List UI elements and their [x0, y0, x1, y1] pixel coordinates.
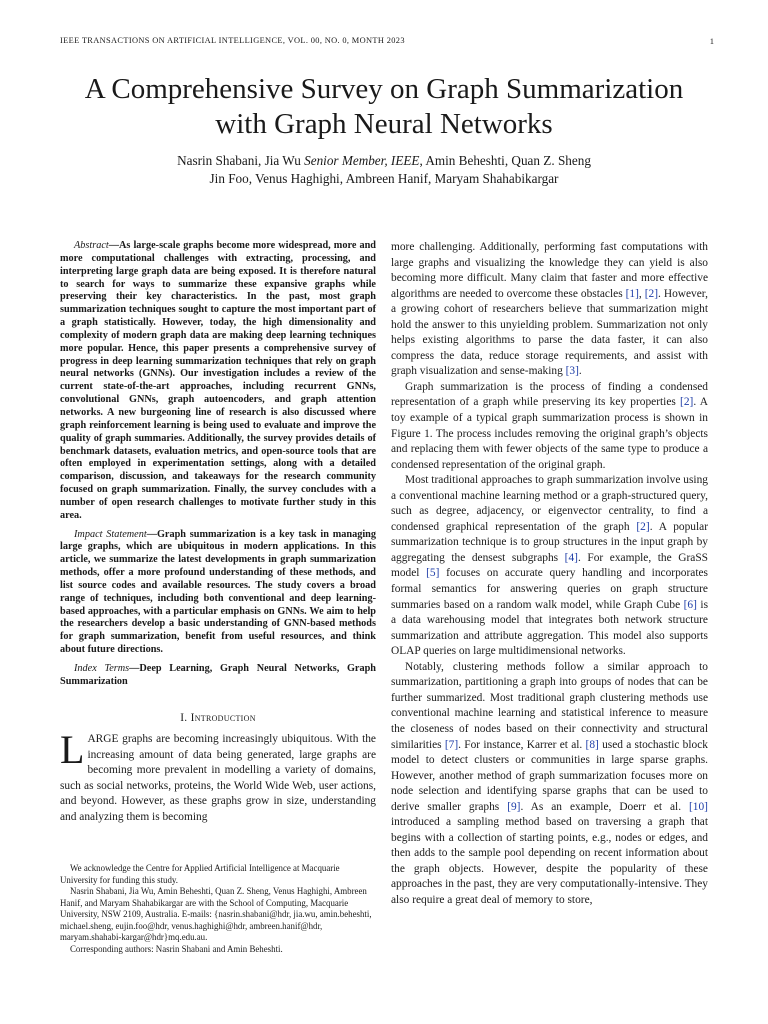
citation-link[interactable]: [7]: [444, 738, 459, 751]
abstract: [60, 240, 376, 523]
text-run: used a stochastic block model to detect clusters or communities in large sparse graphs. However, another method of graph summarization focuses more on node selection and identifying sparse graphs that can be used to derive smaller graphs: [391, 738, 708, 813]
text-run: . However, a growing cohort of researchers believe that summarization might hold the answer to this unyielding problem. Summarization not only helps existing algorithms to parse the data faster, it can also compress the data, reduce storage requirements, and assist with graph visualization and sense-making: [391, 287, 708, 378]
section-title: Introduction: [190, 711, 256, 724]
abstract-label: Abstract: [74, 240, 109, 251]
paragraph-clustering: [391, 660, 708, 909]
citation-link[interactable]: [3]: [565, 365, 579, 378]
index-terms-text: —Deep Learning, Graph Neural Networks, Graph Summarization: [60, 663, 376, 687]
author-list: [20, 152, 748, 188]
text-run: Notably, clustering methods follow a similar approach to summarization, partitioning a graph into groups of nodes that can be further summarized. Most traditional graph clustering methods use conventional machine learning and statistical inference to measure the closeness of nodes based on their connectivity and structural similarities: [391, 660, 708, 751]
text-run: more challenging. Additionally, performing fast computations with large graphs and visualizing the knowledge they can yield is also becoming more difficult. Many claim that faster and more effective algorithms are needed to overcome these obstacles: [391, 241, 708, 300]
text-run: . A popular summarization technique is to group structures in the input graph by aggregating the densest subgraphs: [391, 520, 708, 564]
author-role: Senior Member, IEEE: [304, 153, 420, 168]
citation-link[interactable]: [6]: [683, 598, 697, 611]
paragraph-definition: [391, 380, 708, 473]
text-run: focuses on accurate query handling and incorporates formal semantics for answering queries on graph structure summaries based on a random walk model, while Graph Cube: [391, 567, 708, 611]
text-run: Most traditional approaches to graph summarization involve using a conventional machine learning method or a graph-structured query, such as degree, adjacency, or eigenvector centrality, to find a condensed graphical representation of the graph: [391, 474, 708, 533]
citation-link[interactable]: [4]: [564, 551, 578, 564]
drop-cap: L: [60, 727, 85, 773]
paper-title: [20, 72, 748, 142]
footnote-corresponding: Corresponding authors: Nasrin Shabani and Amin Beheshti.: [70, 943, 283, 954]
running-header: IEEE TRANSACTIONS ON ARTIFICIAL INTELLIGENCE, VOL. 00, NO. 0, MONTH 2023: [60, 36, 405, 45]
impact-label: Impact Statement: [74, 528, 147, 540]
abstract-text: —As large-scale graphs become more widespread, more and more computational challenges with extracting, processing, and interpreting large graph data are being exposed. It is therefore natural to search for ways to summarize these expansive graphs while preserving their key characteristics. In the past, most graph summarization techniques sought to capture the most important part of a graph statistically. However, today, the high dimensionality and complexity of modern graph data are making deep learning techniques more popular. Hence, this paper presents a comprehensive survey of progress in deep learning summarization techniques that rely on graph neural networks (GNNs). Our investigation includes a review of the current state-of-the-art approaches, including recurrent GNNs, convolutional GNNs, graph autoencoders, and graph attention networks. A new burgeoning line of research is also discussed where graph reinforcement learning is being used to evaluate and improve the quality of graph summaries. Additionally, the survey provides details of benchmark datasets, evaluation metrics, and open-source tools that are often employed in experimentation settings, along with a detailed comparison, discussion, and takeaways for the research community focused on graph summarization. Finally, the survey concludes with a number of open research challenges to motivate further study in this area.: [60, 240, 376, 521]
citation-link[interactable]: [9]: [507, 800, 521, 813]
footnote-funding: We acknowledge the Centre for Applied Artificial Intelligence at Macquarie University for funding this study.: [60, 863, 340, 885]
text-run: Graph summarization is the process of finding a condensed representation of a graph while preserving its key properties: [391, 380, 708, 409]
title-line-1: A Comprehensive Survey on Graph Summarization: [84, 73, 684, 105]
index-terms: [60, 663, 376, 689]
impact-text: —Graph summarization is a key task in managing large graphs, which are ubiquitous in modern applications. In this article, we summarize the latest developments in graph summarization methods, offer a more profound understanding of these methods, and list source codes and available resources. The study covers a broad range of techniques, including both conventional and deep learning-based approaches, with a particular emphasis on GNNs. We aim to help the researchers develop a basic understanding of GNN-based methods for graph summarization, benefit from useful resources, and think about future directions.: [60, 528, 376, 656]
text-run: . For instance, Karrer et al.: [458, 738, 586, 751]
impact-statement: [60, 529, 376, 657]
paragraph-traditional: [391, 473, 708, 660]
index-terms-label: Index Terms: [74, 663, 130, 674]
text-run: . A toy example of a typical graph summarization process is shown in Figure 1. The process includes removing the original graph’s objects and replacing them with fewer objects of the same type to produce a condensed representation of the original graph.: [391, 396, 709, 471]
title-line-2: with Graph Neural Networks: [215, 108, 553, 140]
section-number: I.: [180, 711, 191, 724]
citation-link[interactable]: [5]: [426, 567, 440, 580]
footnote-affiliation: Nasrin Shabani, Jia Wu, Amin Beheshti, Quan Z. Sheng, Venus Haghighi, Ambreen Hanif, and Maryam Shahabikargar are with the School of Computing, Macquarie University, NSW 2109, Australia. E-mails: {nasrin.shabani@hdr, jia.wu, amin.beheshti, michael.sheng, eujin.foo@hdr, venus.haghighi@hdr, ambreen.hanif@hdr, maryam.shahabi-kargar@hdr}mq.edu.au.: [60, 886, 372, 943]
paragraph-challenges: [391, 240, 708, 380]
author-line-2: Jin Foo, Venus Haghighi, Ambreen Hanif, Maryam Shahabikargar: [209, 171, 559, 186]
intro-text: ARGE graphs are becoming increasingly ubiquitous. With the increasing amount of data being generated, large graphs are becoming more prevalent in modelling a variety of domains, such as social networks, proteins, the World Wide Web, user actions, and beyond. However, as these graphs grow in size, understanding and analyzing them is becoming: [60, 733, 376, 823]
citation-link[interactable]: [8]: [585, 738, 599, 751]
text-run: .: [578, 365, 582, 378]
citation-link[interactable]: [2]: [680, 396, 694, 409]
section-heading-introduction: [60, 711, 376, 727]
authors-part-b: , Amin Beheshti, Quan Z. Sheng: [419, 153, 591, 168]
page-number: 1: [709, 36, 714, 46]
author-line-1: [20, 152, 748, 170]
text-run: is a data warehousing model that integrates both network structure summarization and attribute aggregation. This model also supports OLAP queries on large multidimensional networks.: [391, 598, 709, 658]
text-run: introduced a sampling method based on traversing a graph that begins with a collection of starting points, e.g., nodes or edges, and then adds to the sample pool depending on recent information about the graph objects. However, despite the popularity of these approaches in the past, they are very computationally-intensive. They also require a great deal of memory to store,: [391, 816, 708, 906]
footnotes: [60, 863, 376, 955]
text-run: . As an example, Doerr et al.: [520, 800, 689, 813]
citation-link[interactable]: [10]: [689, 800, 708, 813]
citation-link[interactable]: [1]: [625, 287, 639, 300]
right-column: [391, 240, 708, 909]
citation-link[interactable]: [2]: [644, 287, 659, 300]
authors-part-a: Nasrin Shabani, Jia Wu: [177, 153, 305, 168]
citation-link[interactable]: [2]: [636, 520, 650, 533]
text-run: ,: [638, 287, 645, 300]
text-run: . For example, the GraSS model: [391, 551, 708, 580]
left-column: [60, 240, 376, 826]
intro-paragraph: [60, 727, 376, 825]
